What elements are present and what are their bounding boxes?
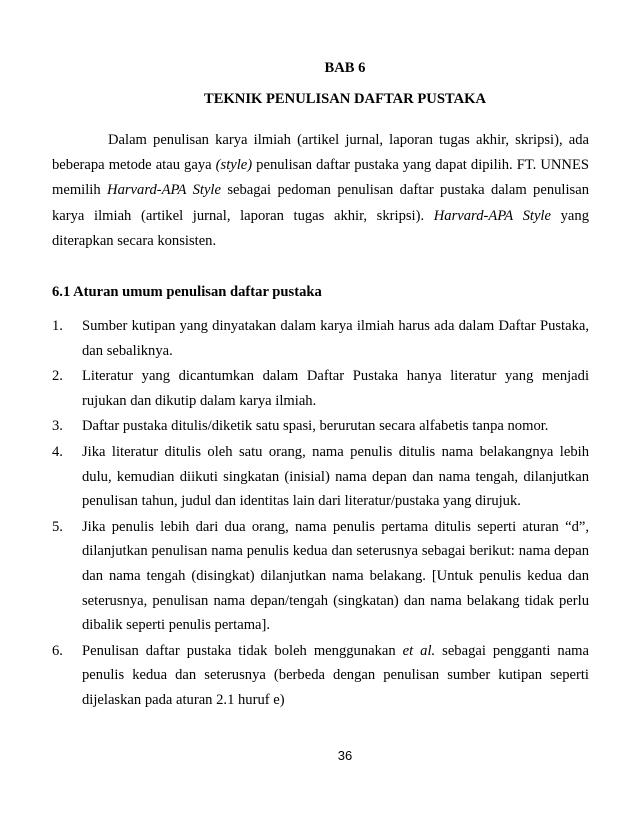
list-item-text: Sumber kutipan yang dinyatakan dalam karya ilmiah harus ada dalam Daftar Pustaka, dan sebaliknya.	[82, 318, 589, 359]
list-item-text: Jika literatur ditulis oleh satu orang, nama penulis ditulis nama belakangnya lebih dulu, kemudian diikuti singkatan (inisial) nama depan dan nama tengah, dilanjutkan penulisan tahun, judul dan identitas lain dari literatur/pustaka yang dirujuk.	[82, 443, 589, 510]
intro-text: Dalam penulisan karya ilmiah (artikel jurnal, laporan tugas akhir, skripsi), ada beberapa metode atau gaya	[52, 132, 589, 174]
list-item-text: Literatur yang dicantumkan dalam Daftar Pustaka hanya literatur yang menjadi rujukan dan dikutip dalam karya ilmiah.	[82, 368, 589, 409]
intro-text: sebagai pedoman penulisan daftar pustaka dalam penulisan karya ilmiah (artikel jurnal, laporan tugas akhir, skripsi).	[52, 182, 589, 224]
rules-list	[52, 314, 589, 714]
intro-paragraph	[52, 128, 589, 254]
list-item	[52, 440, 589, 514]
intro-text: yang diterapkan secara konsisten.	[52, 207, 589, 249]
intro-italic-harvard: Harvard-APA Style	[107, 182, 221, 199]
list-item-number: 2.	[52, 368, 63, 385]
list-item-number: 5.	[52, 518, 63, 535]
list-item	[52, 314, 589, 363]
list-item-text	[82, 643, 589, 708]
list-item-number: 1.	[52, 318, 63, 334]
list-item	[52, 364, 589, 413]
list-item-text-part: Penulisan daftar pustaka tidak boleh menggunakan	[82, 642, 403, 659]
chapter-number: BAB 6	[324, 60, 366, 76]
list-item	[52, 639, 589, 713]
list-item-text-part: sebagai pengganti nama penulis kedua dan seterusnya (berbeda dengan penulisan sumber kutipan seperti dijelaskan pada aturan 2.1 huruf e)	[82, 642, 589, 708]
list-item	[52, 414, 589, 439]
intro-text: penulisan daftar pustaka yang dapat dipilih. FT. UNNES memilih	[52, 157, 589, 199]
intro-italic-harvard: Harvard-APA Style	[433, 207, 551, 224]
list-item-number: 6.	[52, 642, 63, 659]
section-heading: 6.1 Aturan umum penulisan daftar pustaka	[52, 284, 322, 300]
list-item-text: Jika penulis lebih dari dua orang, nama penulis pertama ditulis seperti aturan “d”, dilanjutkan penulisan nama penulis kedua dan seterusnya sebagai berikut: nama depan dan nama tengah (disingkat) dilanjutkan nama belakang. [Untuk penulis kedua dan seterusnya, penulisan nama depan/tengah (singkatan) dan nama belakang tidak perlu dibalik seperti penulis pertama].	[82, 518, 589, 634]
list-item-number: 4.	[52, 443, 63, 460]
list-item-italic-etal: et al.	[402, 642, 436, 659]
intro-italic-style: (style)	[215, 157, 253, 174]
list-item-number: 3.	[52, 418, 63, 435]
list-item	[52, 515, 589, 638]
page-number: 36	[337, 748, 353, 763]
list-item-text: Daftar pustaka ditulis/diketik satu spasi, berurutan secara alfabetis tanpa nomor.	[82, 418, 549, 435]
chapter-title: TEKNIK PENULISAN DAFTAR PUSTAKA	[203, 91, 487, 107]
